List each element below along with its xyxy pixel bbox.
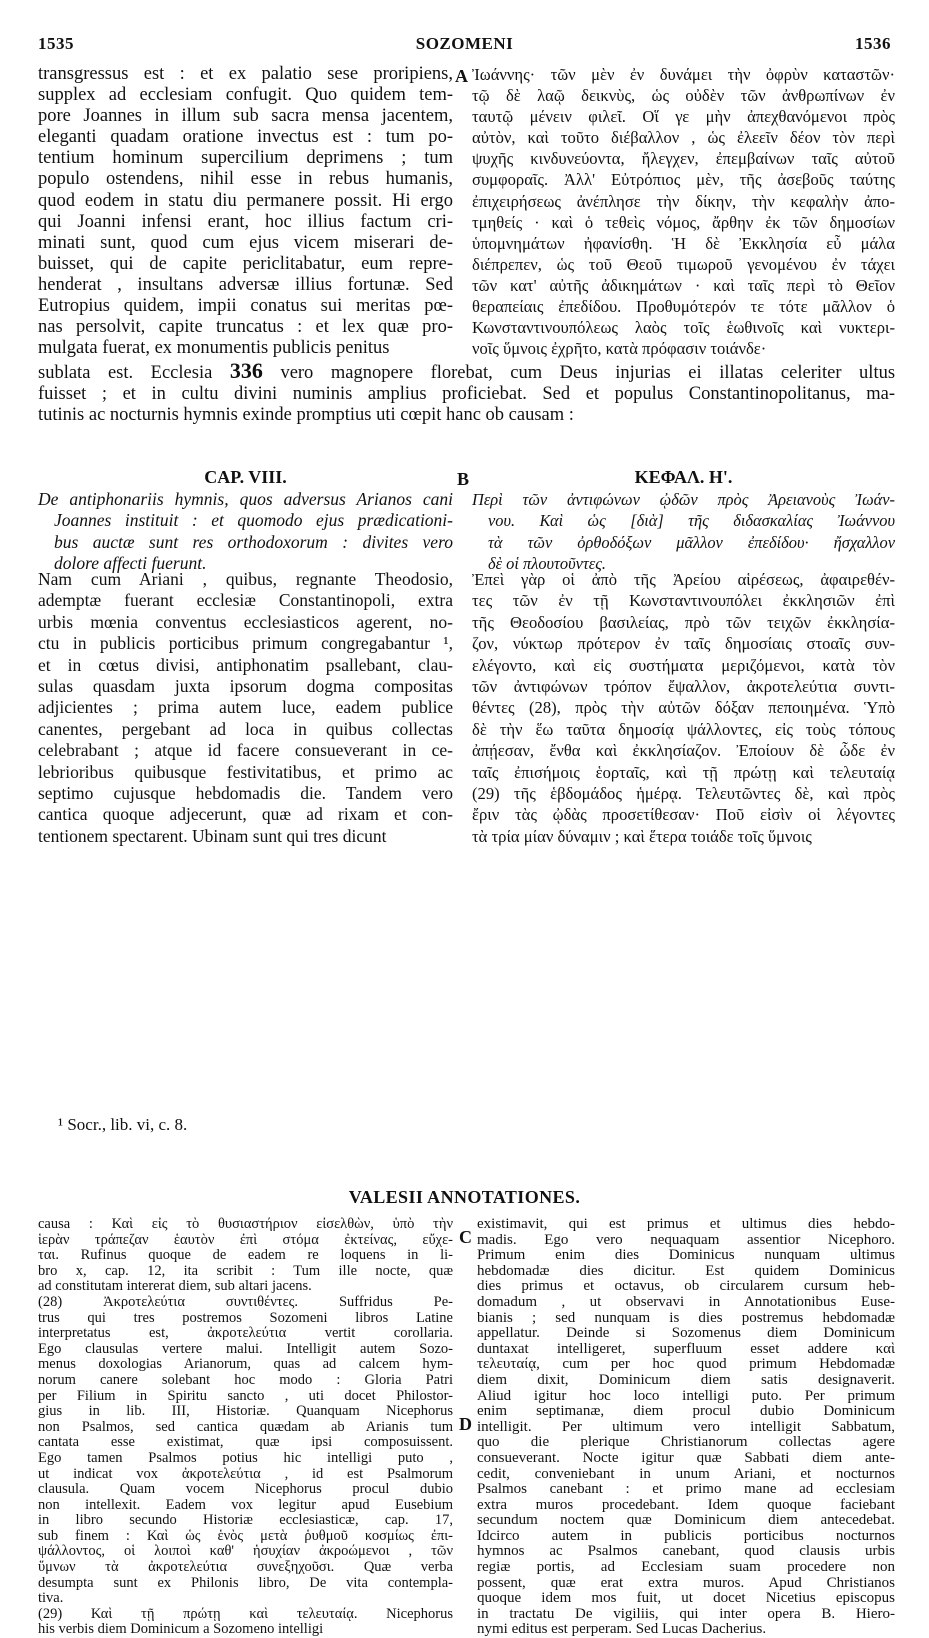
text-line: diem dixit, Dominicum diem satis designaverit. bbox=[477, 1371, 895, 1388]
text-line: mulgata fuerat, ex monumentis publicis penitus bbox=[38, 338, 390, 359]
text-line: secundum noctem quæ Dominicum diem antecedebat. bbox=[477, 1512, 895, 1529]
greek-text-part1 bbox=[472, 64, 895, 359]
text-line: ἀπῄεσαν, ἔνθα καὶ ἐκκλησίαζον. Ἐποίουν δὲ ὧδε ἐν bbox=[472, 741, 895, 761]
text-line: qui Joanni infensi erant, hoc illius factum cri- bbox=[38, 211, 453, 232]
text-line: ψυχῆς κινδυνεύοντα, ἤλεγχεν, ἐπεμβαίνων ταῖς αὐτοῦ bbox=[472, 149, 895, 169]
text-line: hymnos ac Psalmos canebant, quod clausis urbis bbox=[477, 1543, 895, 1560]
text-line: adjicientes ; prima autem luce, eadem publice bbox=[38, 697, 453, 718]
text-line: δὲ τὴν ἕω ταῦτα δημοσίᾳ ψάλλοντες, εἰς τοὺς τόπους bbox=[472, 719, 895, 739]
text-line: canentes, pergebant ad loca in quibus collectas bbox=[38, 718, 453, 739]
text-line: Nam cum Ariani , quibus, regnante Theodosio, bbox=[38, 569, 453, 589]
text-line: transgressus est : et ex palatio sese proripiens, bbox=[38, 64, 453, 84]
full-width-line: fuisset ; et in cultu divini numinis amplius proficiebat. Sed et populus Constantinopolitanus, ma- bbox=[38, 384, 895, 405]
text-line: Aliud igitur hoc loco intelligi puto. Per primum bbox=[477, 1387, 895, 1404]
text-line: celebrabant ; atque id facere consueverant in ce- bbox=[38, 740, 453, 761]
text-line: quoque idem mos fuit, ut docet Nicetius episcopus bbox=[477, 1590, 895, 1607]
text-line: De antiphonariis hymnis, quos adversus Arianos cani bbox=[38, 489, 453, 509]
text-line: Ego tamen Psalmos potius hic intelligi puto , bbox=[38, 1449, 453, 1466]
footnote: ¹ Socr., lib. vi, c. 8. bbox=[58, 1115, 188, 1134]
text-line: pore Joannes in illum sub sacra mensa jacentem, bbox=[38, 106, 453, 127]
text-line: sub finem : Καὶ ὡς ἑνὸς μετὰ ῥυθμοῦ κοσμίως ἐπι- bbox=[38, 1527, 453, 1544]
text-line: ταυτῷ μένειν φιλεῖ. Οἵ γε μὴν ἀπεχθανόμενοι πρὸς bbox=[472, 107, 895, 127]
text-line: Idcirco autem in publicis porticibus nocturnos bbox=[477, 1527, 895, 1544]
text-line: urbis mœnia conventus ecclesiasticos agerent, no- bbox=[38, 611, 453, 632]
text-line: existimavit, qui est primus et ultimus dies hebdo- bbox=[477, 1216, 895, 1232]
text-line: clausula. Quam vocem Nicephorus procul dubio bbox=[38, 1481, 453, 1498]
latin-full-width-text bbox=[38, 360, 895, 426]
column-number-336: 336 bbox=[229, 358, 263, 383]
latin-chapter-heading: CAP. VIII. bbox=[204, 467, 287, 487]
text-line: τὰ τῶν ὀρθοδόξων μᾶλλον ἐπεδίδου· ἤσχαλλον bbox=[488, 532, 895, 552]
text-line: τὰ τρία μίαν δύναμιν ; καὶ ἕτερα τοιάδε τοῖς ὕμνοις bbox=[472, 826, 812, 846]
text-line: θεραπείαις ἐπεδίδου. Προθυμότερόν τε τότε μᾶλλον ὁ bbox=[472, 297, 895, 317]
right-column-number: 1536 bbox=[855, 34, 891, 53]
text-line: desumpta sunt ex Philonis libro, De vita contempla- bbox=[38, 1574, 453, 1591]
text-line: Ego clausulas vertere malui. Intelligit autem Sozo- bbox=[38, 1340, 453, 1357]
section-marker-a: A bbox=[455, 66, 468, 86]
text-line: sulas quasdam juxta ipsorum dogma compositas bbox=[38, 676, 453, 697]
text-line: νου. Καὶ ὡς [διὰ] τῆς διδασκαλίας Ἰωάννου bbox=[488, 511, 895, 531]
text-line: tentium hominum supercilium deprimens ; tum bbox=[38, 148, 453, 169]
text-line: septimo cujusque hebdomadis die. Tandem vero bbox=[38, 783, 453, 804]
text-line: τες τῶν ἐν τῇ Κωνσταντινουπόλει ἐκκλησιῶν ἐπὶ bbox=[472, 591, 895, 611]
text-line: ζον, νύκτωρ πρότερον ἐν ταῖς δημοσίαις στοαῖς συν- bbox=[472, 634, 895, 654]
text-line: tentionem spectarent. Ubinam sunt qui tres dicunt bbox=[38, 825, 387, 846]
text-line: ἐπιχειρήσεως ἀνέπλησε τὴν δίκην, τὴν κεφαλὴν ἀπο- bbox=[472, 191, 895, 211]
text-line: ut indicat vox ἀκροτελεύτια , id est Psalmorum bbox=[38, 1465, 453, 1482]
text-line: τῶν ἀντιφώνων τρόπον ἔψαλλον, ἀκροτελεύτια συντι- bbox=[472, 677, 895, 697]
left-column-number: 1535 bbox=[38, 34, 74, 53]
full-width-line bbox=[38, 360, 895, 384]
text-line: henderat , insultans adversæ illius fortunæ. Sed bbox=[38, 274, 453, 295]
text-line: per Filium in Spiritu sancto , uti docet Philostor- bbox=[38, 1387, 453, 1404]
text-line: τμηθείς · καὶ ὁ τεθεὶς νόμος, ἄρθην ἐκ τῶν δημοσίων bbox=[472, 212, 895, 232]
text-line: Περὶ τῶν ἀντιφώνων ᾠδῶν πρὸς Ἀρειανοὺς Ἰωάν- bbox=[472, 490, 895, 509]
text-line: ctu in publicis porticibus primum congregabantur ¹, bbox=[38, 633, 453, 654]
text-line: ad constitutam intererat diem, sub altari jacens. bbox=[38, 1278, 312, 1295]
text-line: (28) Ἀκροτελεύτια συντιθέντες. Suffridus Pe- bbox=[38, 1293, 453, 1310]
text-line: appellatur. Deinde si Sozomenus diem Dominicum bbox=[477, 1325, 895, 1342]
text-line: duntaxat intelligeret, superfluum esset addere καὶ bbox=[477, 1340, 895, 1357]
text-line: non Psalmos, sed cantica quædam ab Arianis tum bbox=[38, 1418, 453, 1435]
text-line: possent, quæ erat extra muros. Apud Christianos bbox=[477, 1574, 895, 1591]
text-line: ταῖς ἐπισήμοις ἑορταῖς, καὶ τῇ πρώτῃ καὶ τελευταίᾳ bbox=[472, 762, 895, 782]
text-line: cantica quoque adjecerunt, quæ ad rixam et con- bbox=[38, 804, 453, 825]
text-line: minati sunt, quod cum ejus vicem miserari de- bbox=[38, 232, 453, 253]
text-line: bro x, cap. 12, ita scribit : Tum ille nocte, quæ bbox=[38, 1262, 453, 1279]
text-line: domadum , ut observavi in Annotationibus Euse- bbox=[477, 1293, 895, 1310]
text-line: madis. Ego vero nequaquam assentior Nicephoro. bbox=[477, 1231, 895, 1248]
text-line: nymi editus est perperam. Sed Lucas Dacherius. bbox=[477, 1621, 767, 1638]
text-line: Primum enim dies Dominicus nunquam ultimus bbox=[477, 1247, 895, 1264]
text-line: (29) Καὶ τῇ πρώτῃ καὶ τελευταίᾳ. Nicephorus bbox=[38, 1605, 453, 1622]
text-line: ται. Rufinus quoque de eadem re loquens in li- bbox=[38, 1247, 453, 1264]
full-line-end: vero magnopere florebat, cum Deus injurias ei illatas celeriter ultus bbox=[280, 363, 896, 383]
latin-text-part1 bbox=[38, 64, 453, 359]
text-line: regiæ portis, ad Ecclesiam suam procedere non bbox=[477, 1559, 895, 1576]
text-line: διέπρεπεν, ὡς τοῦ Θεοῦ τιμωροῦ γενομένου ἐν τάχει bbox=[472, 254, 895, 274]
latin-chapter-text bbox=[38, 569, 453, 847]
running-header bbox=[38, 34, 891, 58]
text-line: nas persolvit, capite truncatus : et lex quæ pro- bbox=[38, 317, 453, 338]
text-line: intelligit. Per ultimum vero intelligit Sabbatum, bbox=[477, 1418, 895, 1435]
text-line: enim septimanæ, diem procul dubio Dominicum bbox=[477, 1403, 895, 1420]
text-line: συμφοραῖς. Ἀλλ' Εὐτρόπιος μὲν, τῆς ἀσεβοῦς ταύτης bbox=[472, 170, 895, 190]
text-line: τῶν κατ' αὐτῆς ἀδικημάτων · καὶ ταῖς περὶ τὸ Θεῖον bbox=[472, 275, 895, 295]
text-line: extra muros procedebant. Idem quoque faciebant bbox=[477, 1496, 895, 1513]
text-line: bus auctæ sunt res orthodoxorum : divites vero bbox=[54, 531, 453, 552]
text-line: interpretatus est, ἀκροτελεύτια vertit corollaria. bbox=[38, 1325, 453, 1342]
text-line: quod eodem in statu diu permanere possit. Hi ergo bbox=[38, 190, 453, 211]
text-line: causa : Καὶ εἰς τὸ θυσιαστήριον εἰσελθὼν, ὑπὸ τὴν bbox=[38, 1216, 453, 1232]
text-line: quo die plerique Christianorum collectas agere bbox=[477, 1434, 895, 1451]
text-line: et in cœtus divisi, antiphonatim psallebant, clau- bbox=[38, 654, 453, 675]
section-marker-d: D bbox=[459, 1414, 472, 1434]
full-width-line: tutinis ac nocturnis hymnis exinde promptius uti cœpit hanc ob causam : bbox=[38, 405, 574, 426]
section-marker-b: B bbox=[457, 469, 470, 489]
latin-chapter-summary bbox=[38, 489, 453, 575]
text-line: buisset, qui de capite periclitabatur, eum repre- bbox=[38, 253, 453, 274]
text-line: trus qui tres postremos Sozomeni libros Latine bbox=[38, 1309, 453, 1326]
text-line: in tractatu De vigiliis, qui inter opera B. Hiero- bbox=[477, 1605, 895, 1622]
text-line: ademptæ fuerant ecclesiæ Constantinopoli, extra bbox=[38, 590, 453, 611]
text-line: Psalmos canebant : et primo mane ad ecclesiam bbox=[477, 1481, 895, 1498]
text-line: Eutropius quidem, impii conatus sui meritas pœ- bbox=[38, 296, 453, 317]
running-title: SOZOMENI bbox=[415, 34, 514, 53]
text-line: eleganti quadam oratione invectus est : tum po- bbox=[38, 127, 453, 148]
annotations-left-column bbox=[38, 1217, 453, 1638]
text-line: αὐτὸν, καὶ τοῦτο διέβαλλον , ὡς ἐλεεῖν δέον τὸν περὶ bbox=[472, 128, 895, 148]
greek-chapter-summary bbox=[472, 489, 895, 575]
text-line: ὕμνων τὰ ἀκροτελεύτια συνεξηχοῦσι. Quæ verba bbox=[38, 1559, 453, 1576]
text-line: ελέγοντο, καὶ εἰς συστήματα μεριζόμενοι, κατὰ τὸν bbox=[472, 655, 895, 675]
text-line: θέντες (28), πρὸς τὴν αὐτῶν δόξαν πεποιημένα. Ὑπὸ bbox=[472, 698, 895, 718]
text-line: bianis ; sed nunquam is dies postremus hebdomadæ bbox=[477, 1309, 895, 1326]
greek-chapter-text bbox=[472, 569, 895, 847]
text-line: νοῖς ὕμνοις ἐχρῆτο, κατὰ πρόφασιν τοιάνδε· bbox=[472, 339, 767, 359]
text-line: consueverant. Nocte igitur quæ Sabbati diem ante- bbox=[477, 1449, 895, 1466]
text-line: τῆς Θεοδοσίου βασιλείας, πρὸ τῶν τειχῶν ἐκκλησία- bbox=[472, 612, 895, 632]
text-line: δὲ οἱ πλουτοῦντες. bbox=[488, 554, 606, 574]
text-line: ἱερὰν τράπεζαν ἑαυτὸν ἐπὶ στόμα ἐκτείνας, εὔχε- bbox=[38, 1231, 453, 1248]
greek-chapter-heading: ΚΕΦΑΛ. Η'. bbox=[634, 467, 733, 487]
text-line: norum canere solebant hoc modo : Gloria Patri bbox=[38, 1371, 453, 1388]
text-line: lebrioribus quibusque festivitatibus, et primo ac bbox=[38, 761, 453, 782]
text-line: in libro secundo Historiæ ecclesiasticæ, cap. 17, bbox=[38, 1512, 453, 1529]
text-line: (29) τῆς ἑβδομάδος ἡμέρᾳ. Τελευτῶντες δὲ, καὶ πρὸς bbox=[472, 784, 895, 804]
text-line: his verbis diem Dominicum a Sozomeno intelligi bbox=[38, 1621, 324, 1638]
text-line: cedit, conveniebant in unum Ariani, et nocturnos bbox=[477, 1465, 895, 1482]
text-line: cantata esse existimat, quæ ipsi composuissent. bbox=[38, 1434, 453, 1451]
text-line: ψάλλοντος, οἱ λοιποὶ καθ' ἡσυχίαν ἀκροώμενοι , τῶν bbox=[38, 1543, 453, 1560]
text-line: τελευταίᾳ, cum per hoc quod primum Hebdomadæ bbox=[477, 1356, 895, 1373]
text-line: supplex ad ecclesiam confugit. Quo quidem tem- bbox=[38, 85, 453, 106]
text-line: populo ostendens, nihil esse in rebus humanis, bbox=[38, 169, 453, 190]
text-line: ὑπομνημάτων ἠφανίσθη. Ἡ δὲ Ἐκκλησία εὖ μάλα bbox=[472, 233, 895, 253]
text-line: gius in lib. III, Historiæ. Quanquam Nicephorus bbox=[38, 1403, 453, 1420]
text-line: Joannes instituit : et quomodo ejus prædicationi- bbox=[54, 510, 453, 531]
text-line: Ἐπεὶ γὰρ οἱ ἀπὸ τῆς Ἀρείου αἱρέσεως, ἀφαιρεθέν- bbox=[472, 570, 895, 589]
text-line: non intellexit. Eadem vox legitur apud Eusebium bbox=[38, 1496, 453, 1513]
section-marker-c: C bbox=[459, 1227, 472, 1247]
text-line: menus doxologias Arianorum, quas ad calcem hym- bbox=[38, 1356, 453, 1373]
text-line: ἔριν τὰς ᾠδὰς προσετίθεσαν· Ποῦ εἰσὶν οἱ λέγοντες bbox=[472, 805, 895, 825]
text-line: Κωνσταντινουπόλεως λαὸς τοῖς ἑωθινοῖς καὶ νυκτερι- bbox=[472, 318, 895, 338]
text-line: dolore affecti fuerunt. bbox=[54, 553, 207, 574]
text-line: tiva. bbox=[38, 1590, 64, 1607]
annotations-heading: VALESII ANNOTATIONES. bbox=[348, 1187, 581, 1207]
full-line-start: sublata est. Ecclesia bbox=[38, 363, 213, 383]
text-line: τῷ δὲ λαῷ δεικνὺς, ὡς οὐδὲν τῶν ἀνθρωπίνων ἐν bbox=[472, 86, 895, 106]
annotations-right-column bbox=[477, 1217, 895, 1638]
text-line: hebdomadæ dies dicitur. Est quidem Dominicus bbox=[477, 1262, 895, 1279]
text-line: dies primus et octavus, ob circularem cursum heb- bbox=[477, 1278, 895, 1295]
text-line: Ἰωάννης· τῶν μὲν ἐν δυνάμει τὴν ὀφρὺν καταστῶν· bbox=[472, 65, 895, 84]
